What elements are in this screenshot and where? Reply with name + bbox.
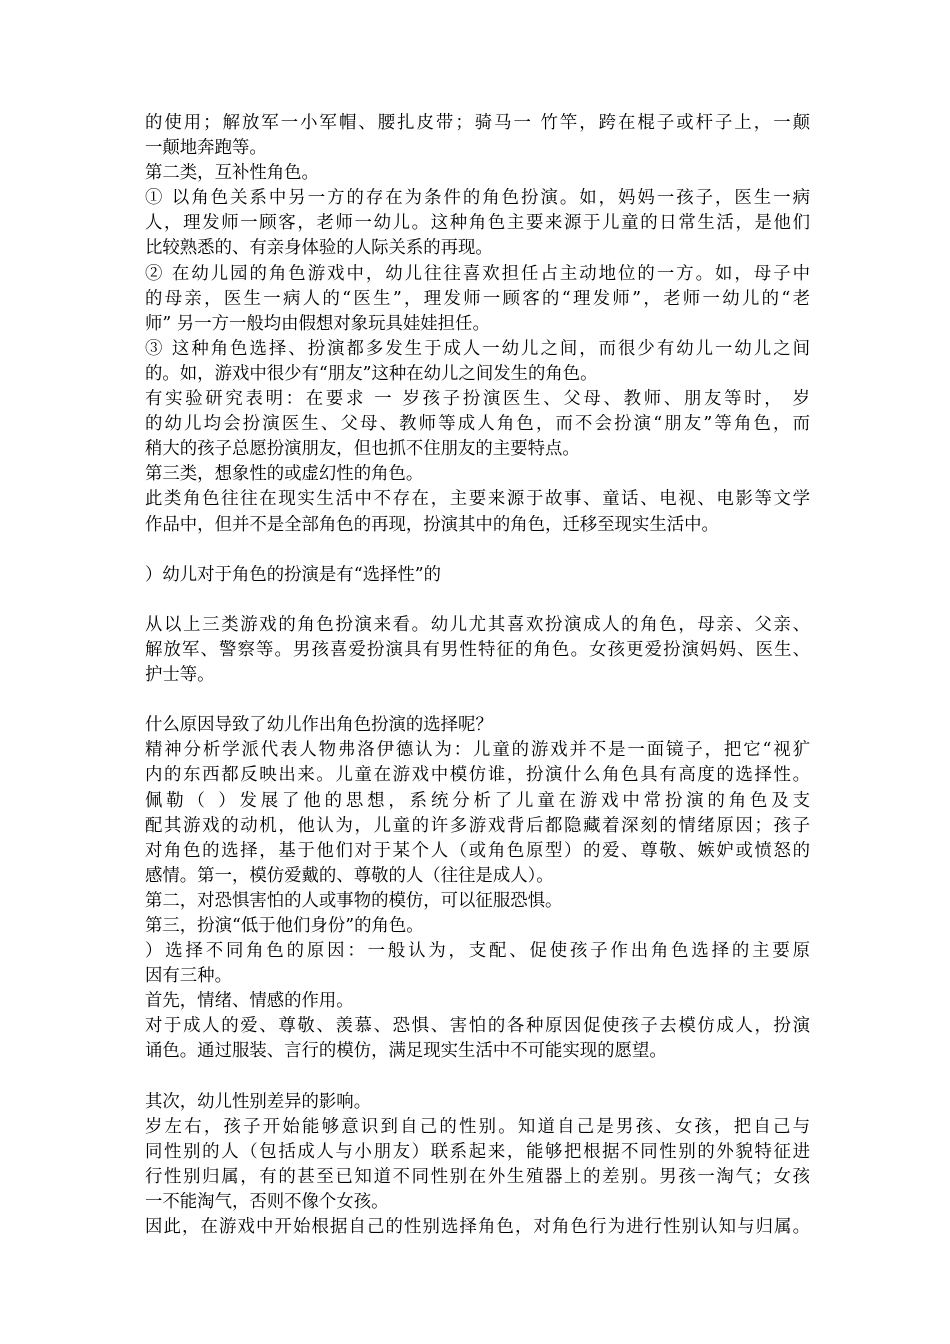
text-line: 的幼儿均会扮演医生、父母、教师等成人角色，而不会扮演“朋友”等角色，而 xyxy=(145,414,810,435)
text-line: ② 在幼儿园的角色游戏中，幼儿往往喜欢担任占主动地位的一方。如，母子中 xyxy=(145,263,810,284)
text-line: 因有三种。 xyxy=(145,966,232,987)
blank-line xyxy=(145,1065,810,1090)
text-line: 一颠地奔跑等。 xyxy=(145,138,267,159)
text-line: 有实验研究表明：在要求 一 岁孩子扮演医生、父母、教师、朋友等时， 岁 xyxy=(145,389,810,410)
text-line: 从以上三类游戏的角色扮演来看。幼儿尤其喜欢扮演成人的角色，母亲、父亲、 xyxy=(145,614,810,635)
text-line: 诵色。通过服装、言行的模仿，满足现实生活中不可能实现的愿望。 xyxy=(145,1041,667,1062)
text-line: 配其游戏的动机，他认为，儿童的许多游戏背后都隐藏着深刻的情绪原因；孩子 xyxy=(145,815,810,836)
text-line: 作品中，但并不是全部角色的再现，扮演其中的角色，迁移至现实生活中。 xyxy=(145,514,719,535)
text-line: 第三类，想象性的或虚幻性的角色。 xyxy=(145,464,424,485)
text-line: ① 以角色关系中另一方的存在为条件的角色扮演。如，妈妈一孩子，医生一病 xyxy=(145,188,810,209)
text-line: 佩勒（ ）发展了他的思想，系统分析了儿童在游戏中常扮演的角色及支 xyxy=(145,790,810,811)
text-line: 的使用；解放军一小军帽、腰扎皮带；骑马一 竹竿，跨在棍子或杆子上，一颠 xyxy=(145,113,810,133)
text-line: 第二，对恐惧害怕的人或事物的模仿，可以征服恐惧。 xyxy=(145,890,563,911)
blank-line xyxy=(145,688,810,713)
text-line: ）幼儿对于角色的扮演是有“选择性”的 xyxy=(145,564,442,585)
text-line: 精神分析学派代表人物弗洛伊德认为：儿童的游戏并不是一面镜子，把它“视犷 xyxy=(145,740,810,761)
text-line: 行性别归属，有的甚至已知道不同性别在外生殖器上的差别。男孩一淘气；女孩 xyxy=(145,1166,810,1187)
text-line: 的。如，游戏中很少有“朋友”这种在幼儿之间发生的角色。 xyxy=(145,363,598,384)
text-line: 此类角色往往在现实生活中不存在，主要来源于故事、童话、电视、电影等文学 xyxy=(145,489,810,510)
text-line: ）选择不同角色的原因：一般认为，支配、促使孩子作出角色选择的主要原 xyxy=(145,941,810,962)
text-line: 比较熟悉的、有亲身体验的人际关系的再现。 xyxy=(145,238,493,259)
text-line: 的母亲，医生一病人的“医生”，理发师一顾客的“理发师”，老师一幼儿的“老 xyxy=(145,288,810,309)
text-line: 什么原因导致了幼儿作出角色扮演的选择呢？ xyxy=(145,715,493,736)
text-line: 解放军、警察等。男孩喜爱扮演具有男性特征的角色。女孩更爱扮演妈妈、医生、 xyxy=(145,639,810,660)
text-line: 对于成人的爱、尊敬、羡慕、恐惧、害怕的各种原因促使孩子去模仿成人，扮演 xyxy=(145,1016,810,1037)
text-line: 稍大的孩子总愿扮演朋友，但也抓不住朋友的主要特点。 xyxy=(145,439,580,460)
blank-line xyxy=(145,588,810,613)
text-line: 感情。第一，模仿爱戴的、尊敬的人（往往是成人）。 xyxy=(145,865,554,886)
text-line: 岁左右，孩子开始能够意识到自己的性别。知道自己是男孩、女孩，把自己与 xyxy=(145,1116,810,1137)
text-line: 一不能淘气，否则不像个女孩。 xyxy=(145,1192,389,1213)
blank-line xyxy=(145,538,810,563)
text-line: 第三，扮演“低于他们身份”的角色。 xyxy=(145,916,424,936)
document-body xyxy=(145,111,810,1240)
text-line: 内的东西都反映出来。儿童在游戏中模仿谁，扮演什么角色具有高度的选择性。 xyxy=(145,765,810,786)
text-line: 对角色的选择，基于他们对于某个人（或角色原型）的爱、尊敬、嫉妒或愤怒的 xyxy=(145,840,810,861)
text-line: 第二类，互补性角色。 xyxy=(145,163,319,184)
text-line: 首先，情绪、情感的作用。 xyxy=(145,991,354,1012)
text-line: 同性别的人（包括成人与小朋友）联系起来，能够把根据不同性别的外貌特征进 xyxy=(145,1141,810,1162)
text-line: 因此，在游戏中开始根据自己的性别选择角色，对角色行为进行性别认知与归属。 xyxy=(145,1217,810,1238)
text-line: 其次，幼儿性别差异的影响。 xyxy=(145,1091,372,1112)
text-line: 护士等。 xyxy=(145,665,215,686)
text-line: 师” 另一方一般均由假想对象玩具娃娃担任。 xyxy=(145,313,490,334)
text-line: ③ 这种角色选择、扮演都多发生于成人一幼儿之间，而很少有幼儿一幼儿之间 xyxy=(145,338,810,359)
text-line: 人，理发师一顾客，老师一幼儿。这种角色主要来源于儿童的日常生活，是他们 xyxy=(145,213,810,234)
